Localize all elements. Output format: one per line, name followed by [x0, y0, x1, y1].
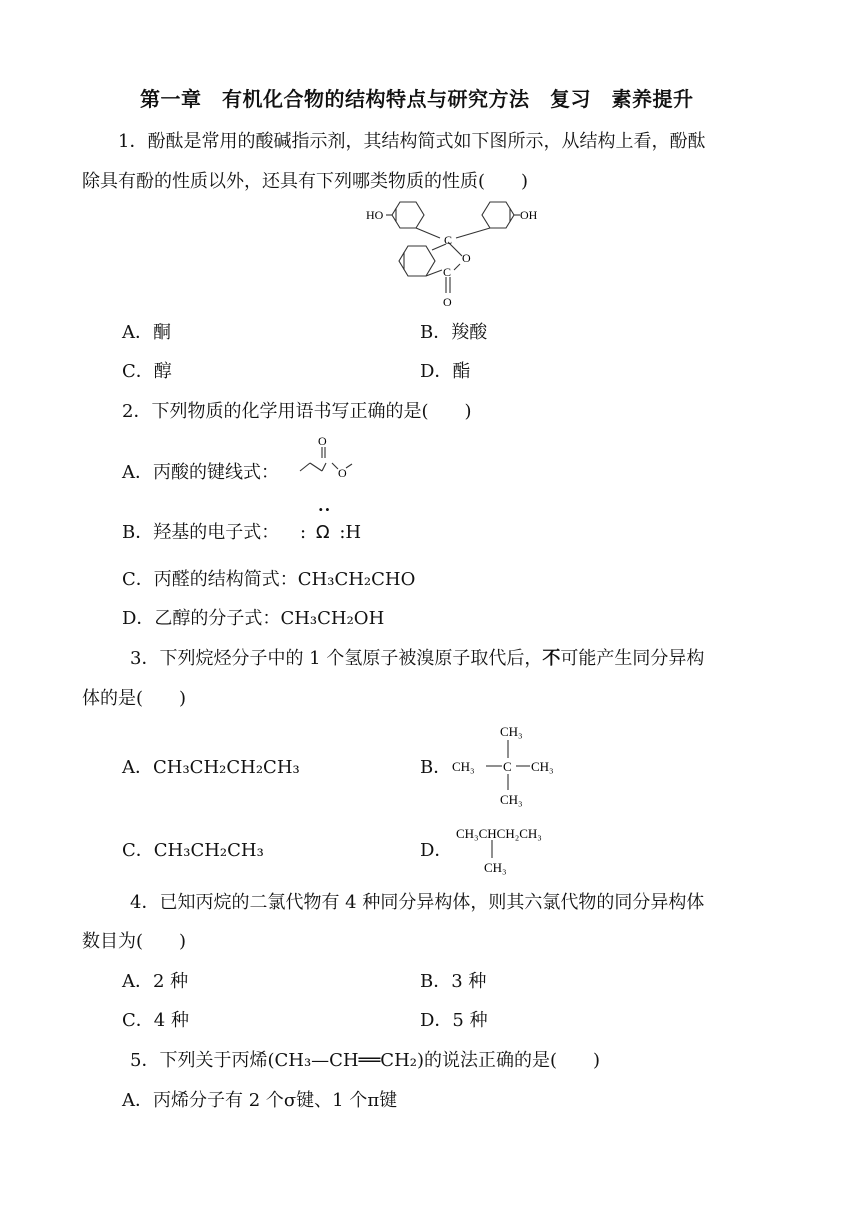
bottom-methyl: CH₃	[500, 792, 523, 807]
page-title: 第一章 有机化合物的结构特点与研究方法 复习 素养提升	[140, 87, 694, 111]
oh-label: OH	[520, 208, 538, 222]
q3-stem-line2: 体的是( )	[82, 688, 187, 709]
q3-stem-part1: 3．下列烷烃分子中的 1 个氢原子被溴原子取代后，	[130, 648, 543, 669]
isopentane-structure	[454, 822, 584, 878]
carbonyl-c-label: C	[443, 265, 452, 279]
q1-option-d[interactable]: D．酯	[420, 361, 471, 382]
q1-option-a[interactable]: A．酮	[122, 322, 171, 343]
q1-option-b[interactable]: B．羧酸	[420, 322, 488, 343]
omega-symbol: Ω	[315, 522, 330, 543]
q4-option-a[interactable]: A．2 种	[122, 971, 189, 992]
branch-methyl: CH₃	[484, 860, 507, 875]
left-methyl: CH₃	[452, 759, 475, 774]
q4-stem-line2: 数目为( )	[82, 931, 187, 952]
omega-top-dots: ..	[318, 496, 332, 515]
ring-o-label: O	[462, 251, 471, 265]
q3-option-a[interactable]: A．CH₃CH₂CH₂CH₃	[122, 757, 300, 778]
q4-option-b[interactable]: B．3 种	[420, 971, 487, 992]
q1-stem-line2: 除具有酚的性质以外，还具有下列哪类物质的性质( )	[82, 171, 529, 192]
phenolphthalein-structure	[360, 198, 540, 310]
carbonyl-o-label: O	[443, 295, 452, 309]
q3-option-c[interactable]: C．CH₃CH₂CH₃	[122, 840, 264, 861]
carbonyl-o-label: O	[318, 434, 327, 448]
q1-stem-line1: 1．酚酞是常用的酸碱指示剂，其结构简式如下图所示，从结构上看，酚酞	[118, 131, 706, 152]
right-dots: :	[339, 522, 346, 543]
central-c-label: C	[444, 233, 453, 247]
q3-option-d-label[interactable]: D．	[420, 840, 453, 861]
q3-stem-line1	[130, 650, 704, 668]
q5-stem: 5．下列关于丙烯(CH₃—CH══CH₂)的说法正确的是( )	[130, 1050, 601, 1071]
q3-stem-part2: 可能产生同分异构	[560, 648, 705, 669]
central-c: C	[503, 759, 512, 774]
right-methyl: CH₃	[531, 759, 554, 774]
q4-stem-line1: 4．已知丙烷的二氯代物有 4 种同分异构体，则其六氯代物的同分异构体	[130, 892, 705, 913]
q3-emphasis-not: 不	[542, 648, 561, 669]
q2-option-c[interactable]	[122, 571, 415, 589]
q2-stem: 2．下列物质的化学用语书写正确的是( )	[122, 401, 472, 422]
q2-option-d[interactable]	[122, 610, 384, 628]
neopentane-structure	[450, 722, 570, 810]
q4-option-d[interactable]: D．5 种	[420, 1010, 488, 1031]
hydroxyl-electron-formula	[300, 524, 361, 542]
q2-option-b-label[interactable]: B．羟基的电子式：	[122, 522, 280, 543]
propanal-formula: CH₃CH₂CHO	[297, 569, 416, 590]
q2-option-d-label: D．乙醇的分子式：	[122, 608, 281, 629]
ho-label: HO	[366, 208, 384, 222]
q5-option-a[interactable]: A．丙烯分子有 2 个σ键、1 个π键	[122, 1090, 398, 1111]
q1-option-c[interactable]: C．醇	[122, 361, 172, 382]
left-dots: :	[300, 522, 307, 543]
q2-option-a-label[interactable]: A．丙酸的键线式：	[122, 462, 279, 483]
q2-option-c-label: C．丙醛的结构简式：	[122, 569, 298, 590]
h-atom: H	[345, 522, 362, 543]
propanoic-acid-skeletal-formula	[296, 433, 360, 483]
ester-o-label: O	[338, 466, 347, 480]
main-chain: CH₃CHCH₂CH₃	[456, 826, 542, 841]
top-methyl: CH₃	[500, 724, 523, 739]
q4-option-c[interactable]: C．4 种	[122, 1010, 189, 1031]
q3-option-b-label[interactable]: B．	[420, 757, 452, 778]
ethanol-formula: CH₃CH₂OH	[280, 608, 385, 629]
